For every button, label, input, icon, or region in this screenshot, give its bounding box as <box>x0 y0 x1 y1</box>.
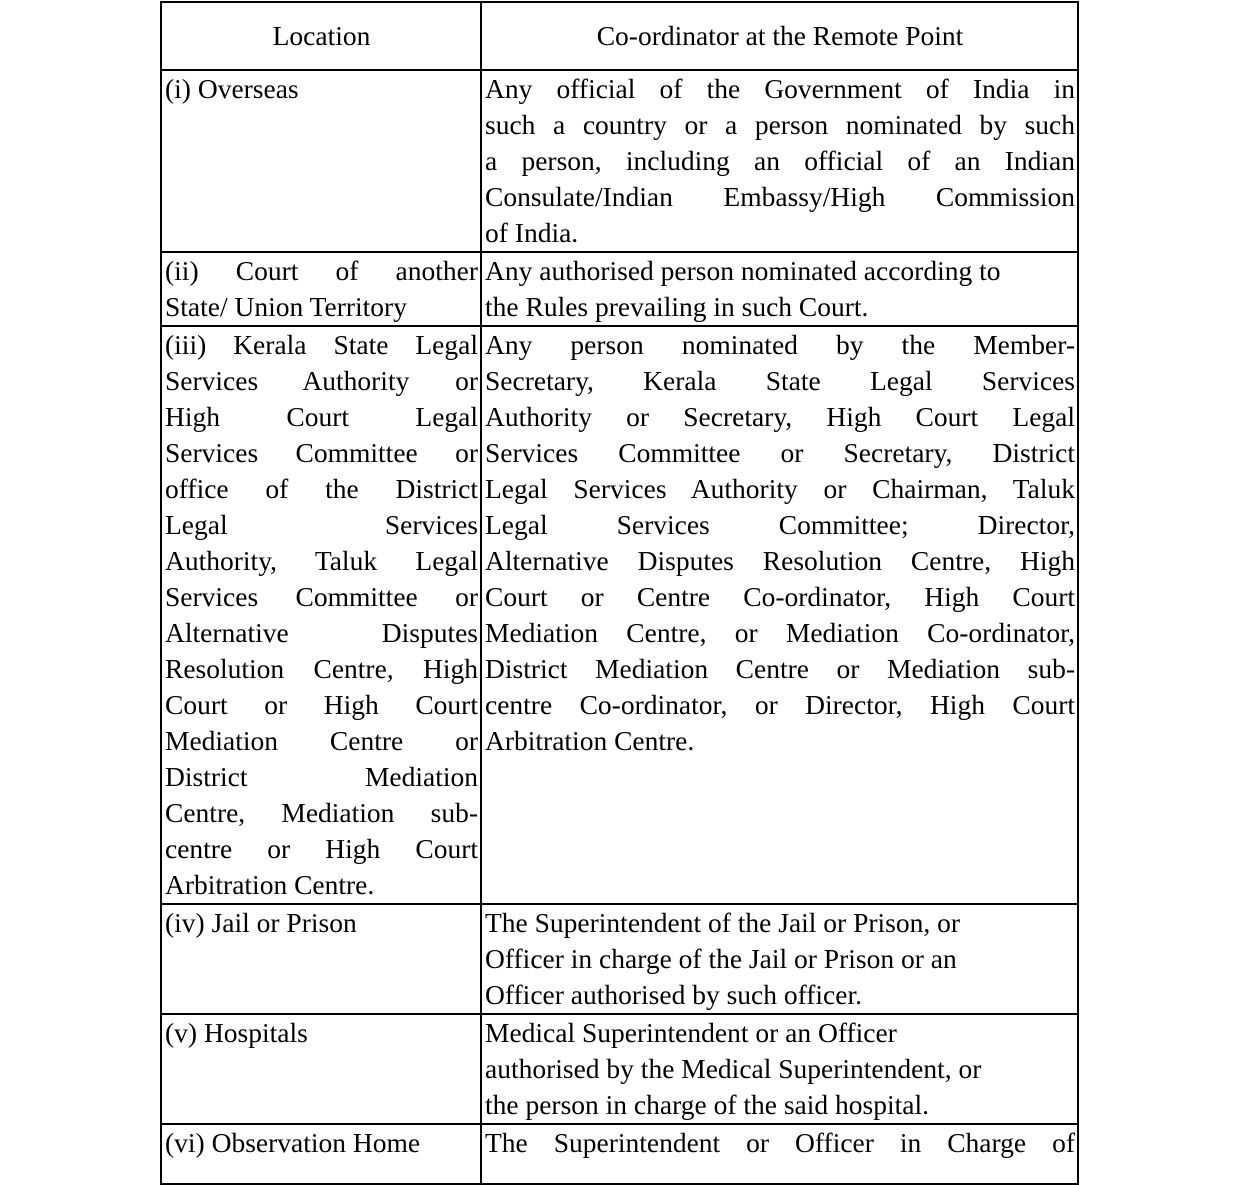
location-text-line: centre or High Court <box>165 833 478 864</box>
coordinator-text-line: Services Committee or Secretary, District <box>485 437 1075 468</box>
coordinator-text-line: such a country or a person nominated by such <box>485 109 1075 140</box>
location-text-line: Resolution Centre, High <box>165 653 478 684</box>
header-location: Location <box>161 2 481 70</box>
location-text-line: (iii) Kerala State Legal <box>165 329 478 360</box>
location-text-line: (vi) Observation Home <box>165 1127 421 1158</box>
location-text-line: (ii) Court of another <box>165 255 478 286</box>
location-text-line: Alternative Disputes <box>165 617 478 648</box>
coordinator-text-line: Legal Services Committee; Director, <box>485 509 1075 540</box>
location-text-line: Legal Services <box>165 509 478 540</box>
coordinator-text-line: Officer in charge of the Jail or Prison or an <box>485 943 957 974</box>
location-text-line: Authority, Taluk Legal <box>165 545 478 576</box>
coordinator-text-line: Legal Services Authority or Chairman, Taluk <box>485 473 1075 504</box>
coordinator-text-line: Officer authorised by such officer. <box>485 979 862 1010</box>
coordinator-text-line: of India. <box>485 217 579 248</box>
coordinator-text-line: The Superintendent of the Jail or Prison, or <box>485 907 961 938</box>
coordinator-cell <box>481 252 1078 326</box>
location-cell <box>161 70 481 252</box>
table-row <box>161 252 1078 326</box>
location-text-line: (i) Overseas <box>165 73 299 104</box>
location-cell <box>161 904 481 1014</box>
coordinator-text-line: Any authorised person nominated according to <box>485 255 1001 286</box>
location-text-line: (iv) Jail or Prison <box>165 907 357 938</box>
location-text-line: Services Authority or <box>165 365 478 396</box>
location-text-line: State/ Union Territory <box>165 291 407 322</box>
coordinator-text-line: Alternative Disputes Resolution Centre, High <box>485 545 1075 576</box>
location-text-line: Court or High Court <box>165 689 478 720</box>
table-row <box>161 904 1078 1014</box>
coordinator-text-line: authorised by the Medical Superintendent, or <box>485 1053 982 1084</box>
coordinator-cell <box>481 326 1078 904</box>
table-row <box>161 1124 1078 1184</box>
coordinator-text-line: Mediation Centre, or Mediation Co-ordinator, <box>485 617 1075 648</box>
coordinator-text-line: Secretary, Kerala State Legal Services <box>485 365 1075 396</box>
table-row <box>161 326 1078 904</box>
location-text-line: office of the District <box>165 473 478 504</box>
coordinator-cell <box>481 1124 1078 1184</box>
location-text-line: (v) Hospitals <box>165 1017 308 1048</box>
table-row <box>161 1014 1078 1124</box>
coordinator-text-line: District Mediation Centre or Mediation sub- <box>485 653 1075 684</box>
coordinator-text-line: The Superintendent or Officer in Charge of <box>485 1127 1075 1158</box>
location-text-line: Services Committee or <box>165 581 478 612</box>
coordinator-text-line: Court or Centre Co-ordinator, High Court <box>485 581 1075 612</box>
coordinator-cell <box>481 1014 1078 1124</box>
coordinator-text-line: the person in charge of the said hospital. <box>485 1089 929 1120</box>
location-cell <box>161 1124 481 1184</box>
coordinator-text-line: Authority or Secretary, High Court Legal <box>485 401 1075 432</box>
table-row <box>161 70 1078 252</box>
location-text-line: Mediation Centre or <box>165 725 478 756</box>
location-cell <box>161 326 481 904</box>
location-cell <box>161 252 481 326</box>
coordinator-text-line: Consulate/Indian Embassy/High Commission <box>485 181 1075 212</box>
coordinator-table <box>160 1 1079 1185</box>
location-text-line: Centre, Mediation sub- <box>165 797 478 828</box>
coordinator-text-line: a person, including an official of an Indian <box>485 145 1075 176</box>
table-header-row <box>161 2 1078 70</box>
location-text-line: Arbitration Centre. <box>165 869 375 900</box>
coordinator-text-line: Any person nominated by the Member- <box>485 329 1075 360</box>
header-coordinator: Co-ordinator at the Remote Point <box>481 2 1078 70</box>
coordinator-text-line: the Rules prevailing in such Court. <box>485 291 869 322</box>
coordinator-text-line: Arbitration Centre. <box>485 725 695 756</box>
location-text-line: Services Committee or <box>165 437 478 468</box>
location-text-line: High Court Legal <box>165 401 478 432</box>
coordinator-cell <box>481 904 1078 1014</box>
coordinator-text-line: Medical Superintendent or an Officer <box>485 1017 897 1048</box>
coordinator-text-line: centre Co-ordinator, or Director, High Court <box>485 689 1075 720</box>
coordinator-cell <box>481 70 1078 252</box>
coordinator-text-line: Any official of the Government of India in <box>485 73 1075 104</box>
location-cell <box>161 1014 481 1124</box>
location-text-line: District Mediation <box>165 761 478 792</box>
